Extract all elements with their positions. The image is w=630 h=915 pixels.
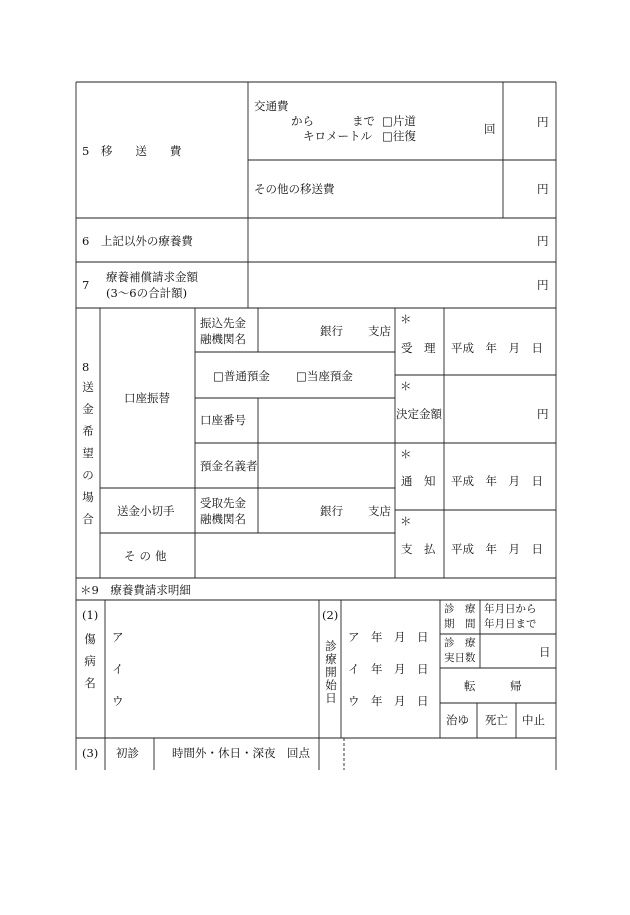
start-date-a: ア 年 月 日 [348,630,429,644]
decided-amount-label: 決定金額 [396,407,442,421]
transport-yen: 円 [537,115,549,129]
one-way-checkbox[interactable]: □片道 [382,114,416,128]
actual-days-label-2: 実日数 [444,652,476,664]
first-visit-label: 初診 [116,746,139,760]
period-to: 年月日まで [484,618,537,630]
section-7-yen: 円 [537,278,549,292]
other-transport-yen: 円 [537,182,549,196]
period-from: 年月日から [484,603,537,615]
section-7-number: 7 [82,278,90,292]
section-9-label: ＊9 療養費請求明細 [80,583,191,597]
outcome-cured[interactable]: 治ゆ [446,713,469,727]
recv-bank-unit: 銀行 [320,504,343,518]
period-label-1: 診 療 [444,603,476,615]
section-5-label: 5 移 送 費 [82,144,182,158]
section-8-number: 8 [82,360,90,374]
payment-star: ＊ [400,514,412,528]
other-method-label: その他 [124,549,171,563]
outcome-label: 転 帰 [464,679,522,693]
payment-date: 平成 年 月 日 [451,542,543,556]
start-date-number: (2) [322,608,339,622]
dest-inst-label-1: 振込先金 [200,316,246,330]
recv-inst-label-1: 受取先金 [200,496,246,510]
injury-vertical-label: 傷病名 [84,632,96,690]
start-date-u: ウ 年 月 日 [348,694,429,708]
current-deposit-checkbox[interactable]: □当座預金 [296,369,353,383]
section-6-label: 6 上記以外の療養費 [82,234,193,248]
round-trip-checkbox[interactable]: □往復 [382,129,416,143]
remittance-check-label: 送金小切手 [117,504,175,518]
actual-days-label-1: 診 療 [444,637,476,649]
outcome-died[interactable]: 死亡 [485,713,508,727]
dest-branch-unit: 支店 [368,324,391,338]
section-7-sub: (3〜6の合計額) [106,286,188,300]
recv-branch-unit: 支店 [368,504,391,518]
transport-times-unit: 回 [484,122,496,136]
section-6-yen: 円 [537,234,549,248]
decided-star: ＊ [400,379,412,393]
account-number-label: 口座番号 [200,413,246,427]
dest-inst-label-2: 融機関名 [200,332,246,346]
first-visit-detail: 時間外・休日・深夜 回点 [172,746,310,760]
injury-a: ア [112,630,124,644]
notice-label: 通 知 [401,474,436,488]
bank-transfer-label: 口座振替 [124,391,170,405]
actual-days-unit: 日 [539,645,551,659]
outcome-stopped[interactable]: 中止 [522,713,545,727]
other-transport-label: その他の移送費 [254,182,335,196]
received-label: 受 理 [401,341,436,355]
section-8-vertical-label: 送金希望の場合 [82,380,94,526]
section-7-label: 療養補償請求金額 [106,270,198,284]
received-star: ＊ [400,312,412,326]
decided-amount-yen: 円 [537,407,549,421]
injury-number: (1) [82,608,99,622]
injury-i: イ [112,662,124,676]
injury-u: ウ [112,694,124,708]
period-label-2: 期 間 [444,618,476,630]
row-3-number: (3) [82,746,99,760]
start-date-i: イ 年 月 日 [348,662,429,676]
transport-title: 交通費 [254,99,289,113]
transport-to: まで [352,114,375,128]
start-date-vertical-label: 診療開始日 [325,639,337,705]
account-holder-label: 預金名義者 [200,459,258,473]
ordinary-deposit-checkbox[interactable]: □普通預金 [213,369,270,383]
payment-label: 支 払 [401,542,436,556]
transport-from: から [291,114,314,128]
received-date: 平成 年 月 日 [451,341,543,355]
transport-km: キロメートル [303,129,372,143]
dest-bank-unit: 銀行 [320,324,343,338]
notice-date: 平成 年 月 日 [451,474,543,488]
recv-inst-label-2: 融機関名 [200,512,246,526]
notice-star: ＊ [400,447,412,461]
